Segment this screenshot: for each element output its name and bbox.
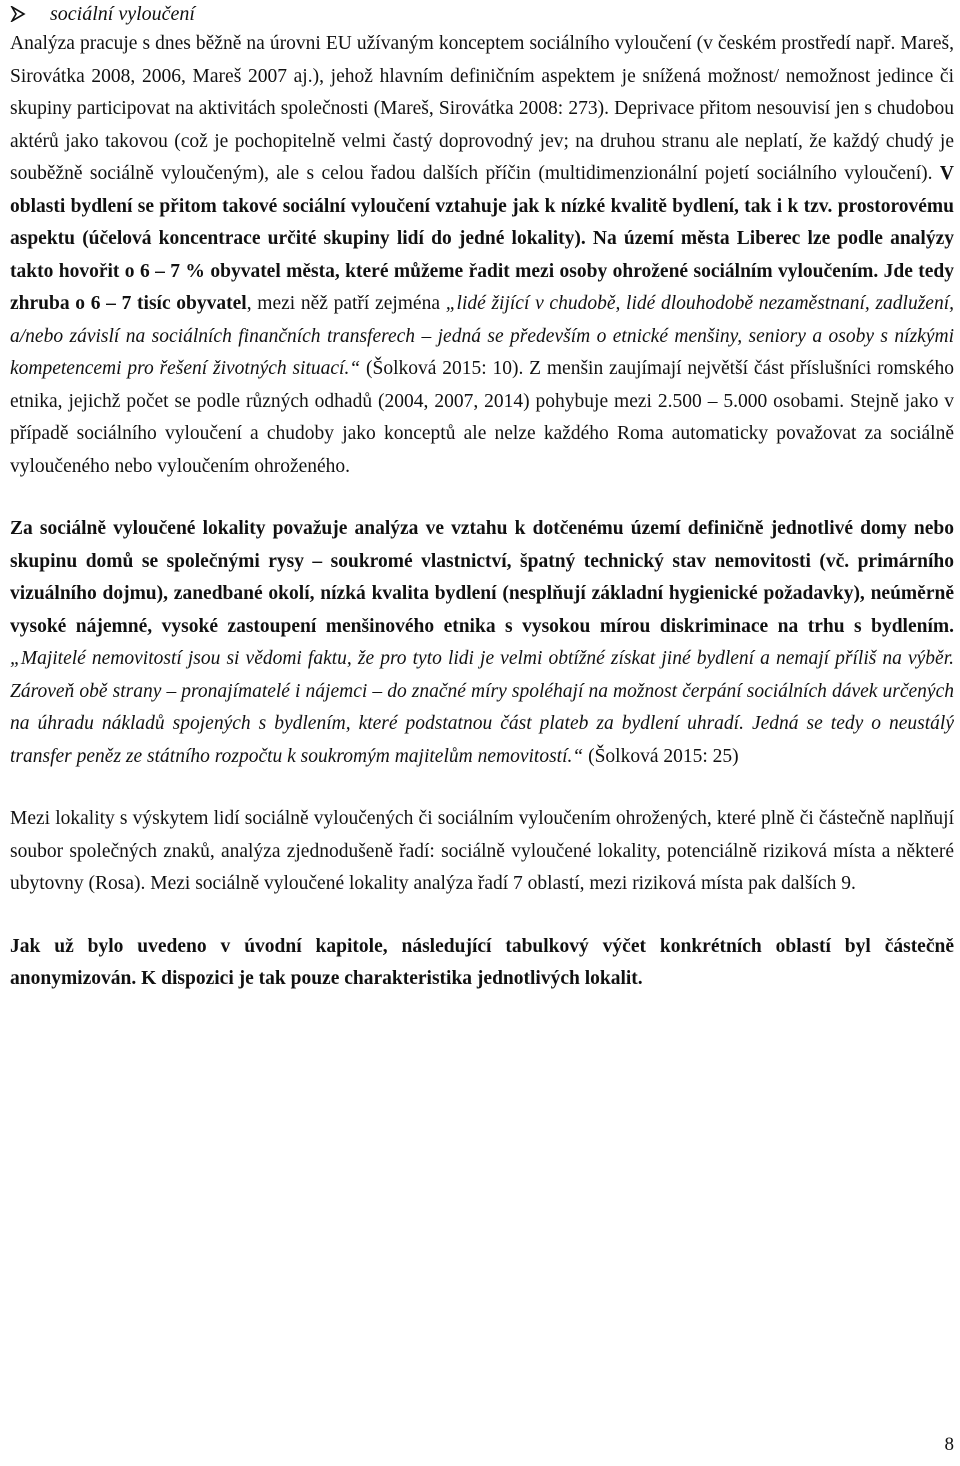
p1-quote: „lidé žijící v chudobě, lidé dlouhodobě nezaměstnaní, zadlužení, a/nebo závislí na sociálních finančních transferech – jedná se především o etnické menšiny, seniory a osoby s nízkými kompetencemi pro řešení životných situací.“ — [10, 293, 954, 379]
page-number: 8 — [944, 1434, 954, 1455]
paragraph-social-exclusion — [10, 28, 954, 483]
p1-text-e: (Šolková 2015: 10). Z menšin zaujímají největší část příslušníci romského etnika, jejichž počet se podle různých odhadů (2004, 2007, 2014) pohybuje mezi 2.500 – 5.000 osobami. Stejně jako v případě sociálního vyloučení a chudoby jako konceptů ale nelze každého Roma automaticky považovat za sociálně vyloučeného nebo vyloučením ohroženého. — [10, 358, 954, 477]
p1-text-a: Analýza pracuje s dnes běžně na úrovni EU užívaným konceptem sociálního vyloučení (v českém prostředí např. Mareš, Sirovátka 2008, 2006, Mareš 2007 aj.), jehož hlavním definičním aspektem je snížená možnost/ nemožnost jedince či skupiny participovat na aktivitách společnosti (Mareš, Sirovátka 2008: 273). Deprivace přitom nesouvisí jen s chudobou aktérů jako takovou (což je pochopitelně velmi častý doprovodný jev; na druhou stranu ale neplatí, že každý chudý je souběžně sociálně vyloučeným), ale s celou řadou dalších příčin (multidimenzionální pojetí sociálního vyloučení). — [10, 33, 954, 184]
p2-quote: „Majitelé nemovitostí jsou si vědomi faktu, že pro tyto lidi je velmi obtížné získat jiné bydlení a nemají příliš na výběr. Zároveň obě strany – pronajímatelé i nájemci – do značné míry spoléhají na možnost čerpání sociálních dávek určených na úhradu nákladů spojených s bydlením, které podstatnou část plateb za bydlení uhradí. Jedná se tedy o neustálý transfer peněz ze státního rozpočtu k soukromým majitelům nemovitostí.“ — [10, 648, 954, 767]
paragraph-anonymization-note: Jak už bylo uvedeno v úvodní kapitole, následující tabulkový výčet konkrétních oblastí byl částečně anonymizován. K dispozici je tak pouze charakteristika jednotlivých lokalit. — [10, 935, 954, 989]
arrow-bullet-icon — [10, 6, 26, 22]
document-page — [10, 0, 954, 996]
p2-citation: (Šolková 2015: 25) — [583, 745, 739, 767]
paragraph-localities-types: Mezi lokality s výskytem lidí sociálně vyloučených či sociálním vyloučením ohrožených, které plně či částečně naplňují soubor společných znaků, analýza zjednodušeně řadí: sociálně vyloučené lokality, potenciálně riziková místa a některé ubytovny (Rosa). Mezi sociálně vyloučené lokality analýza řadí 7 oblastí, mezi riziková místa pak dalších 9. — [10, 808, 954, 894]
p2-bold-a: Za sociálně vyloučené lokality považuje analýza ve vztahu k dotčenému území definičně jednotlivé domy nebo skupinu domů se společnými rysy – soukromé vlastnictví, špatný technický stav nemovitosti (vč. primárního vizuálního dojmu), zanedbané okolí, nízká kvalita bydlení (nesplňují základní hygienické požadavky), neúměrně vysoké nájemné, vysoké zastoupení menšinového etnika s vysokou mírou diskriminace na trhu s bydlením. — [10, 518, 954, 637]
p1-text-c: , mezi něž patří zejména — [246, 293, 446, 314]
p1-bold-b: V oblasti bydlení se přitom takové sociální vyloučení vztahuje jak k nízké kvalitě bydlení, tak i k tzv. prostorovému aspektu (účelová koncentrace určité skupiny lidí do jedné lokality). Na území města Liberec lze podle analýzy takto hovořit o 6 – 7 % obyvatel města, které můžeme řadit mezi osoby ohrožené sociálním vyloučením. Jde tedy zhruba o 6 – 7 tisíc obyvatel — [10, 163, 954, 314]
paragraph-localities-definition — [10, 513, 954, 773]
section-title: sociální vyloučení — [50, 3, 195, 25]
section-heading — [10, 0, 954, 28]
